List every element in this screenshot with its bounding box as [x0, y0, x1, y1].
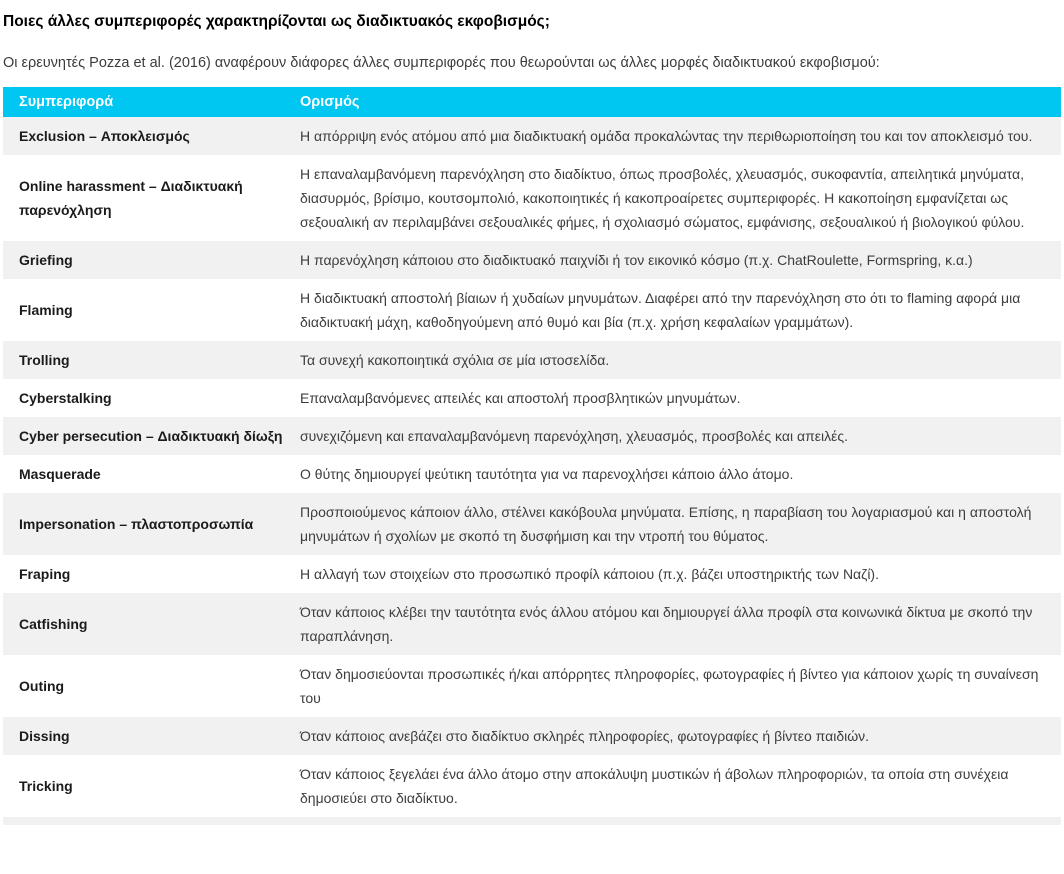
definition-cell: Όταν δημοσιεύονται προσωπικές ή/και απόρρητες πληροφορίες, φωτογραφίες ή βίντεο για κάποιον χωρίς τη συναίνεση του — [300, 666, 1039, 706]
behaviors-table — [3, 87, 1061, 817]
table-row — [3, 655, 1061, 717]
header-row — [3, 87, 1061, 117]
behavior-cell: Trolling — [19, 352, 70, 368]
definition-cell: Η διαδικτυακή αποστολή βίαιων ή χυδαίων μηνυμάτων. Διαφέρει από την παρενόχληση στο ότι το flaming αφορά μια διαδικτυακή μάχη, καθοδηγούμενη από θυμό και βία (π.χ. χρήση κεφαλαίων γραμμάτων). — [300, 290, 1021, 330]
table-body — [3, 117, 1061, 817]
behavior-cell: Online harassment – Διαδικτυακή παρενόχληση — [19, 178, 243, 218]
table-row — [3, 117, 1061, 155]
behavior-cell: Tricking — [19, 778, 73, 794]
definition-cell: Προσποιούμενος κάποιον άλλο, στέλνει κακόβουλα μηνύματα. Επίσης, η παραβίαση του λογαριασμού και η αποστολή μηνυμάτων ή σχολίων με σκοπό τη δυσφήμιση και την ντροπή του θύματος. — [300, 504, 1032, 544]
behavior-cell: Griefing — [19, 252, 73, 268]
behavior-cell: Flaming — [19, 302, 73, 318]
table-row — [3, 379, 1061, 417]
table-header — [3, 87, 1061, 117]
behavior-cell: Outing — [19, 678, 65, 694]
definition-cell: Η απόρριψη ενός ατόμου από μια διαδικτυακή ομάδα προκαλώντας την περιθωριοποίηση του και τον αποκλεισμό του. — [300, 128, 1033, 144]
definition-cell: Τα συνεχή κακοποιητικά σχόλια σε μία ιστοσελίδα. — [300, 352, 610, 368]
behavior-cell: Fraping — [19, 566, 71, 582]
table-row — [3, 555, 1061, 593]
table-row — [3, 417, 1061, 455]
definition-cell: Όταν κάποιος ανεβάζει στο διαδίκτυο σκληρές πληροφορίες, φωτογραφίες ή βίντεο παιδιών. — [300, 728, 870, 744]
column-header-definition: Ορισμός — [288, 87, 1061, 117]
definition-cell: Όταν κάποιος κλέβει την ταυτότητα ενός άλλου ατόμου και δημιουργεί άλλα προφίλ στα κοινωνικά δίκτυα με σκοπό την παραπλάνηση. — [300, 604, 1033, 644]
definition-cell: Επαναλαμβανόμενες απειλές και αποστολή προσβλητικών μηνυμάτων. — [300, 390, 741, 406]
intro-paragraph: Οι ερευνητές Pozza et al. (2016) αναφέρουν διάφορες άλλες συμπεριφορές που θεωρούνται ως άλλες μορφές διαδικτυακού εκφοβισμού: — [3, 55, 880, 71]
table-row — [3, 341, 1061, 379]
table-row — [3, 593, 1061, 655]
table-row — [3, 279, 1061, 341]
behavior-cell: Masquerade — [19, 466, 101, 482]
definition-cell: Ο θύτης δημιουργεί ψεύτικη ταυτότητα για να παρενοχλήσει κάποιο άλλο άτομο. — [300, 466, 794, 482]
table-row — [3, 455, 1061, 493]
table-row — [3, 493, 1061, 555]
behavior-cell: Impersonation – πλαστοπροσωπία — [19, 516, 254, 532]
behavior-cell: Catfishing — [19, 616, 88, 632]
behavior-cell: Cyber persecution – Διαδικτυακή δίωξη — [19, 428, 283, 444]
page-heading: Ποιες άλλες συμπεριφορές χαρακτηρίζονται ως διαδικτυακός εκφοβισμός; — [3, 13, 550, 30]
table-row — [3, 155, 1061, 241]
definition-cell: συνεχιζόμενη και επαναλαμβανόμενη παρενόχληση, χλευασμός, προσβολές και απειλές. — [300, 428, 848, 444]
behavior-cell: Cyberstalking — [19, 390, 112, 406]
partial-next-row — [3, 817, 1061, 825]
table-row — [3, 755, 1061, 817]
definition-cell: Η επαναλαμβανόμενη παρενόχληση στο διαδίκτυο, όπως προσβολές, χλευασμός, συκοφαντία, απειλητικά μηνύματα, διασυρμός, βρίσιμο, κουτσομπολιό, κακοποιητικές ή κακοπροαίρετες συμπεριφορές. Η κακοποίηση εμφανίζεται ως σεξουαλική αν περιλαμβάνει σεξουαλικές φήμες, ή σχολιασμό σώματος, εμφάνισης, σεξουαλικού ή βιολογικού φύλου. — [300, 166, 1025, 230]
definition-cell: Η αλλαγή των στοιχείων στο προσωπικό προφίλ κάποιου (π.χ. βάζει υποστηρικτής των Ναζί). — [300, 566, 879, 582]
behavior-cell: Dissing — [19, 728, 70, 744]
definition-cell: Η παρενόχληση κάποιου στο διαδικτυακό παιχνίδι ή τον εικονικό κόσμο (π.χ. ChatRoulette, Formspring, κ.α.) — [300, 252, 973, 268]
column-header-behavior: Συμπεριφορά — [3, 87, 288, 117]
definition-cell: Όταν κάποιος ξεγελάει ένα άλλο άτομο στην αποκάλυψη μυστικών ή άβολων πληροφοριών, τα οποία στη συνέχεια δημοσιεύει στο διαδίκτυο. — [300, 766, 1009, 806]
behavior-cell: Exclusion – Αποκλεισμός — [19, 128, 190, 144]
table-row — [3, 241, 1061, 279]
table-row — [3, 717, 1061, 755]
